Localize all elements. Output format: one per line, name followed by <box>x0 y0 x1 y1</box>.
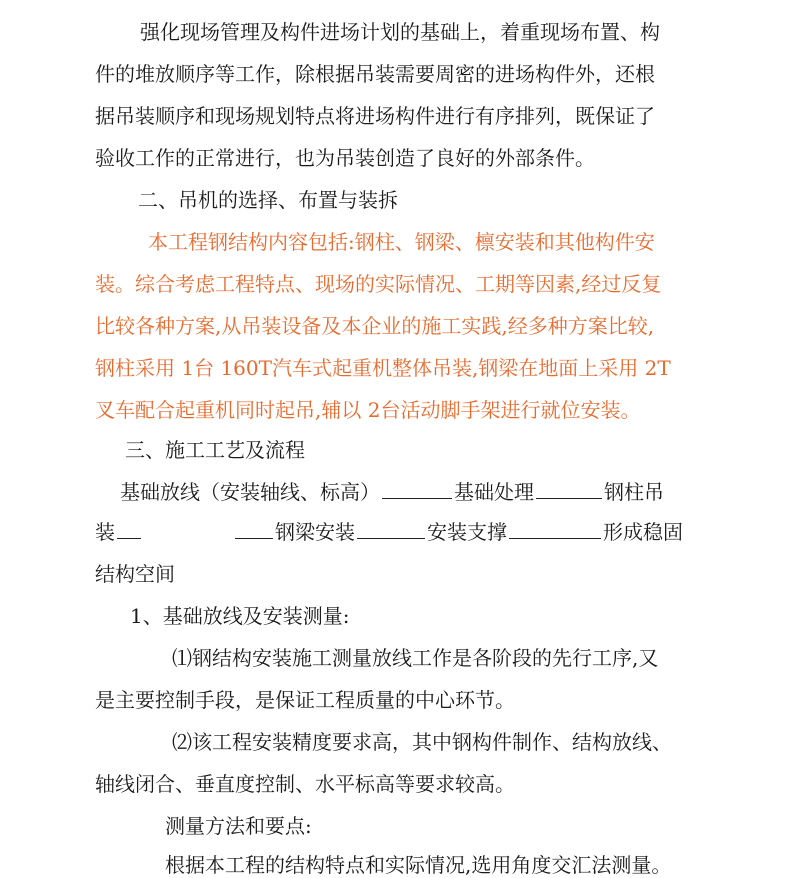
paragraph-line: 强化现场管理及构件进场计划的基础上，着重现场布置、构 <box>140 20 660 44</box>
paragraph-line: 件的堆放顺序等工作，除根据吊装需要周密的进场构件外，还根 <box>95 62 655 86</box>
paragraph-line: ⑵该工程安装精度要求高，其中钢构件制作、结构放线、 <box>172 730 672 754</box>
highlighted-line: 本工程钢结构内容包括:钢柱、钢梁、檩安装和其他构件安 <box>148 230 655 254</box>
flow-step: 安装支撑 <box>427 520 507 544</box>
flow-step: 基础放线（安装轴线、标高） <box>120 480 380 504</box>
flow-arrow <box>536 488 602 499</box>
highlighted-line: 比较各种方案,从吊装设备及本企业的施工实践,经多种方案比较, <box>95 314 655 338</box>
flow-step: 装 <box>95 520 115 544</box>
highlighted-line: 叉车配合起重机同时起吊,辅以 2台活动脚手架进行就位安装。 <box>95 398 641 422</box>
section-heading-3: 三、施工工艺及流程 <box>125 438 305 462</box>
highlighted-line: 装。综合考虑工程特点、现场的实际情况、工期等因素,经过反复 <box>95 272 662 296</box>
section-heading-2: 二、吊机的选择、布置与装拆 <box>138 188 398 212</box>
paragraph-line: ⑴钢结构安装施工测量放线工作是各阶段的先行工序,又 <box>172 646 659 670</box>
flow-line <box>120 480 664 504</box>
flow-step: 钢柱吊 <box>604 480 664 504</box>
flow-arrow <box>117 528 141 539</box>
subsection-heading: 测量方法和要点: <box>165 814 312 838</box>
flow-line <box>95 520 683 544</box>
flow-arrow <box>509 528 601 539</box>
paragraph-line: 是主要控制手段，是保证工程质量的中心环节。 <box>95 688 515 712</box>
paragraph-line: 根据本工程的结构特点和实际情况,选用角度交汇法测量。 <box>165 853 672 877</box>
flow-arrow <box>235 528 273 539</box>
highlighted-line: 钢柱采用 1台 160T汽车式起重机整体吊装,钢梁在地面上采用 2T <box>95 356 671 380</box>
flow-step: 钢梁安装 <box>275 520 355 544</box>
flow-arrow <box>382 488 452 499</box>
subsection-heading: 1、基础放线及安装测量: <box>130 604 350 628</box>
flow-line: 结构空间 <box>95 562 175 586</box>
paragraph-line: 轴线闭合、垂直度控制、水平标高等要求较高。 <box>95 772 515 796</box>
flow-step: 形成稳固 <box>603 520 683 544</box>
flow-step: 基础处理 <box>454 480 534 504</box>
flow-arrow <box>357 528 425 539</box>
paragraph-line: 验收工作的正常进行，也为吊装创造了良好的外部条件。 <box>95 146 595 170</box>
paragraph-line: 据吊装顺序和现场规划特点将进场构件进行有序排列，既保证了 <box>95 104 655 128</box>
